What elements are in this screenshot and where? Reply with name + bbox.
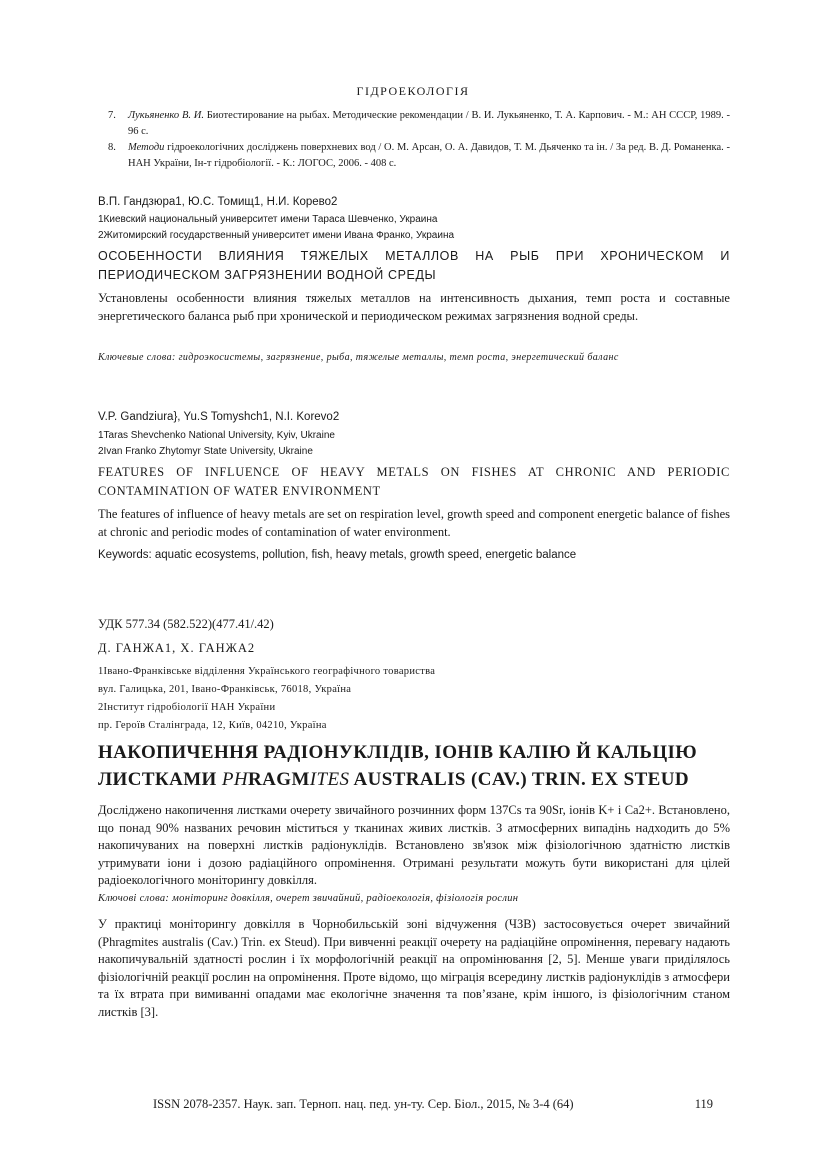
reference-item <box>108 108 730 140</box>
reference-item <box>108 140 730 172</box>
article-authors: Д. ГАНЖА1, Х. ГАНЖА2 <box>98 641 256 655</box>
en-affiliation-1: 1Taras Shevchenko National University, Kyiv, Ukraine <box>98 430 335 441</box>
en-title: FEATURES OF INFLUENCE OF HEAVY METALS ON FISHES AT CHRONIC AND PERIODIC CONTAMINATION OF WATER ENVIRONMENT <box>98 465 730 498</box>
ru-title: ОСОБЕННОСТИ ВЛИЯНИЯ ТЯЖЕЛЫХ МЕТАЛЛОВ НА РЫБ ПРИ ХРОНИЧЕСКОМ И ПЕРИОДИЧЕСКОМ ЗАГРЯЗНЕНИИ ВОДНОЙ СРЕДЫ <box>98 249 730 282</box>
en-abstract: The features of influence of heavy metals are set on respiration level, growth speed and component energetic balance of fishes at chronic and periodic modes of contamination of water environment. <box>98 507 730 539</box>
article-affiliation-1: 1Івано-Франківське відділення Українського географічного товариства <box>98 666 436 677</box>
article-title-line-1: НАКОПИЧЕННЯ РАДІОНУКЛІДІВ, ІОНІВ КАЛІЮ Й КАЛЬЦІЮ <box>98 742 698 763</box>
ru-keywords: Ключевые слова: гидроэкосистемы, загрязнение, рыба, тяжелые металлы, темп роста, энергетический баланс <box>98 352 619 363</box>
article-keywords: Ключові слова: моніторинг довкілля, очерет звичайний, радіоекологія, фізіологія рослин <box>98 893 519 904</box>
article-affiliation-3: 2Інститут гідробіології НАН України <box>98 702 276 713</box>
page-number: 119 <box>694 1097 713 1111</box>
reference-number: 7. <box>108 110 116 121</box>
reference-number: 8. <box>108 142 116 153</box>
page-footer <box>153 1097 713 1112</box>
article-title-line-2: ЛИСТКАМИ PHRAGMITES AUSTRALIS (CAV.) TRIN. EX STEUD <box>98 769 690 790</box>
reference-text: Биотестирование на рыбах. Методические рекомендации / В. И. Лукьяненко, Т. А. Карпович. - М.: АН СССР, 1989. - 96 с. <box>128 110 730 137</box>
running-header: ГІДРОЕКОЛОГІЯ <box>356 84 470 98</box>
en-authors: V.P. Gandziura}, Yu.S Tomyshch1, N.I. Korevo2 <box>98 411 340 423</box>
udc-code: УДК 577.34 (582.522)(477.41/.42) <box>98 617 274 631</box>
article-affiliation-4: пр. Героїв Сталінграда, 12, Київ, 04210, Україна <box>98 720 327 731</box>
article-affiliation-2: вул. Галицька, 201, Івано-Франківськ, 76018, Україна <box>98 684 352 695</box>
en-affiliation-2: 2Ivan Franko Zhytomyr State University, Ukraine <box>98 446 313 457</box>
ru-authors: В.П. Гандзюра1, Ю.С. Томищ1, Н.И. Корево2 <box>98 196 338 208</box>
ru-abstract: Установлены особенности влияния тяжелых металлов на интенсивность дыхания, темп роста и составные энергетического баланса рыб при хронической и периодическом режимах загрязнения водной среды. <box>98 291 730 323</box>
reference-text: гідроекологічних досліджень поверхневих вод / О. М. Арсан, О. А. Давидов, Т. М. Дьяченко та ін. / За ред. В. Д. Романенка. - НАН України, Ін-т гідробіології. - К.: ЛОГОС, 2006. - 408 с. <box>128 142 730 169</box>
en-keywords: Keywords: aquatic ecosystems, pollution, fish, heavy metals, growth speed, energetic balance <box>98 549 577 561</box>
article-title <box>98 739 730 793</box>
article-intro-paragraph: У практиці моніторингу довкілля в Чорнобильській зоні відчуження (ЧЗВ) застосовується очерет звичайний (Phragmites australis (Cav.) Trin. ex Steud). При вивченні реакції очерету на радіаційне опромінення, перевагу надають накопичувальній здатності рослин і їх морфологічній реакції на опромінювання [2, 5]. Менше уваги приділялось фізіологічній реакції рослин на опромінення. Проте відомо, що міграція всередину листків радіонуклідів з атмосфери та їх втрата при вимиванні опадами має екологічне значення та пов’язане, крім іншого, із фізіологічним станом листків [3]. <box>98 917 730 1019</box>
article-abstract: Досліджено накопичення листками очерету звичайного розчинних форм 137Cs та 90Sr, іонів K+ і Ca2+. Встановлено, що понад 90% названих речовин міститься у тканинах живих листків. З атмосферних випадінь надходить до 5% накопичуваних на поверхні листків радіонуклідів. Встановлено зв'язок між фізіологічною здатністю листків утримувати іони і дозою радіаційного опромінення. Отримані результати можуть бути використані для цілей радіоекологічного моніторингу довкілля. <box>98 803 730 888</box>
reference-list <box>108 108 730 172</box>
reference-authors: Методи <box>128 142 165 153</box>
ru-affiliation-2: 2Житомирский государственный университет имени Ивана Франко, Украина <box>98 230 455 241</box>
journal-citation: ISSN 2078-2357. Наук. зап. Терноп. нац. пед. ун-ту. Сер. Біол., 2015, № 3-4 (64) <box>153 1097 574 1111</box>
reference-authors: Лукьяненко В. И. <box>128 110 204 121</box>
ru-affiliation-1: 1Киевский национальный университет имени Тараса Шевченко, Украина <box>98 214 438 225</box>
